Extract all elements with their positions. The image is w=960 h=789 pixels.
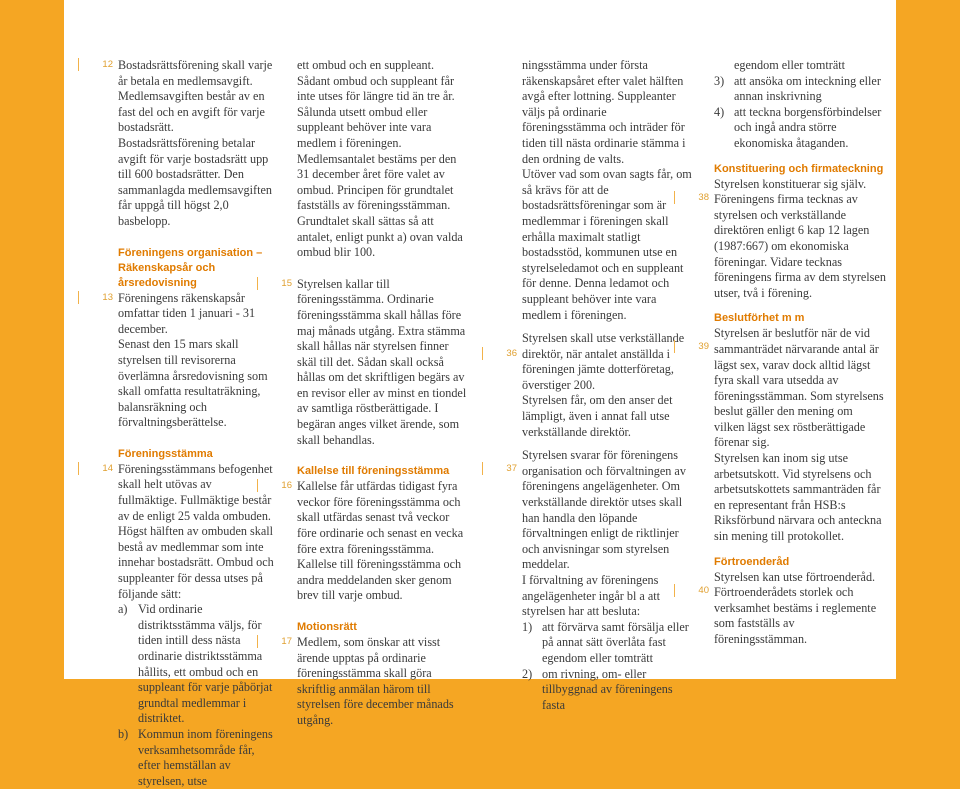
section-number: 14	[78, 462, 113, 475]
paragraph: Styrelsen kallar till föreningsstämma. Ordinarie föreningsstämma skall hållas före maj månads utgång. Extra stämma skall hållas när styrelsen finner skäl till det. Sådan skall också hållas om det skriftligen begärs av en revisor eller av minst en tiondel av samtliga röstberättigade. I begäran anges vilket ärende, som skall behandlas.	[297, 276, 467, 447]
section-36	[506, 331, 692, 393]
paragraph: ett ombud och en suppleant. Sådant ombud och suppleant får inte utses för längre tid än tre år. Sålunda utsett ombud eller suppleant behöver inte vara medlem i föreningen.	[297, 58, 455, 150]
paragraph: Styrelsen kan utse förtroenderåd. Förtroenderådets storlek och verksamhet bestäms i reglemente som fastställs av föreningsstämman.	[714, 569, 877, 646]
column-3	[506, 58, 692, 713]
section-40	[698, 569, 886, 648]
section-number: 17	[257, 635, 292, 648]
list-marker: 4)	[714, 104, 725, 119]
paragraph: Föreningens räkenskapsår omfattar tiden 1 januari - 31 december.	[118, 290, 256, 336]
section-number: 37	[482, 462, 517, 475]
paragraph: Medlem, som önskar att visst ärende upptas på ordinarie föreningsstämma skall göra skriftlig anmälan härom till styrelsen före december månads utgång.	[297, 635, 454, 727]
section-number: 16	[257, 479, 292, 492]
section-16	[281, 479, 467, 604]
section-number: 13	[78, 291, 113, 304]
list-marker: 3)	[714, 73, 725, 88]
section-17	[281, 635, 467, 729]
paragraph: Medlemsantalet bestäms per den 31 december året före valet av ombud. Principen för grundtalet fastställs av föreningsstämman. Grundtalet skall sättas så att antalet, enligt punkt a) ovan valda ombud blir 100.	[297, 151, 463, 260]
paragraph: Utöver vad som ovan sagts får, om så krävs för att de bostadsrättsföreningar som är medlemmar i föreningen skall erhålla maximalt statligt bostadsstöd, kommunen utse en styrelseledamot och en suppleant för denne. Denna ledamot och suppleant behöver inte vara medlem i föreningen.	[522, 167, 692, 322]
section-heading: Motionsrätt	[297, 621, 357, 633]
column-4	[698, 58, 886, 648]
list-item	[714, 74, 886, 105]
paragraph: Föreningsstämmans befogenhet skall helt utövas av fullmäktige. Fullmäktige består av de enligt 25 valda ombuden. Högst hälften av ombuden skall bestå av medlemmar som inte innehar bostadsrätt. Ombud och suppleanter för dessa utses på följande sätt:	[118, 461, 274, 601]
paragraph: egendom eller tomträtt	[734, 58, 846, 72]
paragraph: Styrelsen skall utse verkställande direktör, när antalet anställda i föreningen jämte dotterföretag, överstiger 200.	[522, 331, 685, 392]
section-number: 39	[674, 340, 709, 353]
section-number: 40	[674, 584, 709, 597]
list-marker: b)	[118, 726, 129, 741]
section-14	[102, 461, 274, 602]
section-heading: Beslutförhet m m	[714, 312, 805, 325]
list-item	[522, 620, 692, 667]
list-item	[118, 602, 274, 727]
list-marker: 1)	[522, 619, 533, 634]
section-13	[102, 290, 274, 338]
paragraph: Styrelsen är beslutför när de vid sammanträdet närvarande antal är lägst sex, varav dock alltid lägst fyra skall vara utsedda av föreningsstämman. Som styrelsens beslut gäller den mening om vilken lägst sex röstberättigade förenar sig.	[714, 326, 884, 450]
paragraph: Styrelsen får, om den anser det lämpligt, även i annat fall utse verkställande direktör.	[522, 393, 673, 439]
section-37	[506, 448, 692, 573]
paragraph: Styrelsen svarar för föreningens organisation och förvaltningen av föreningens angelägenheter. Om verkställande direktör utses skall han handla den löpande förvaltningen enligt de riktlinjer och anvisningar som styrelsen meddelar.	[522, 448, 686, 572]
list-item	[522, 667, 692, 714]
list-text: Kommun inom föreningens verksamhetsområde får, efter hemställan av styrelsen, utse	[138, 726, 273, 788]
list-text: att teckna borgensförbindelser och ingå andra större ekonomiska åtaganden.	[734, 104, 882, 150]
column-1	[102, 58, 274, 789]
list-text: Vid ordinarie distriktsstämma väljs, för tiden intill dess nästa ordinarie distriktsstämma hållits, ett ombud och en suppleant för varje påbörjat grundtal medlemmar i distriktet.	[138, 602, 273, 726]
section-38	[698, 176, 886, 302]
list-marker: a)	[118, 602, 128, 617]
paragraph: I förvaltning av föreningens angelägenheter ingår bl a att styrelsen har att besluta:	[522, 573, 661, 619]
paragraph: Styrelsen konstituerar sig själv. Föreningens firma tecknas av styrelsen och verkställande direktören enligt 6 kap 12 lagen (1987:667) om ekonomiska föreningar. Vidare tecknas föreningens firma av dem styrelsen utser, två i förening.	[714, 176, 886, 300]
section-heading: Föreningsstämma	[118, 447, 213, 460]
section-heading: Föreningens organisation – Räkenskapsår och årsredovisning	[118, 246, 263, 289]
section-heading: Konstituering och firmateckning	[714, 162, 884, 175]
paragraph: Kallelse får utfärdas tidigast fyra veckor före föreningsstämma och skall utfärdas senast två veckor före ordinarie och senast en vecka före extra föreningsstämma. Kallelse till föreningsstämma och andra meddelanden sker genom brev till varje ombud.	[297, 479, 464, 603]
paragraph: Bostadsrättsförening skall varje år betala en medlemsavgift. Medlemsavgiften består av en fast del och en avgift för varje bostadsrätt. Bostadsrättsförening betalar avgift för varje bostadsrätt upp till 600 bostadsrätter. Den sammanlagda medlemsavgiften får uppgå till högst 2,0 basbelopp.	[118, 58, 273, 228]
list-text: att förvärva samt försälja eller på annat sätt överlåta fast egendom eller tomträtt	[542, 619, 689, 665]
list-item	[714, 105, 886, 152]
section-number: 15	[257, 277, 292, 290]
section-15	[281, 276, 467, 449]
section-number: 12	[78, 58, 113, 71]
paragraph: ningsstämma under första räkenskapsåret efter valet hälften avgå efter lottning. Suppleanter väljs på ordinarie föreningsstämma och inträder för tiden till nästa ordinarie stämma i den ordning de valts.	[522, 58, 686, 166]
section-number: 38	[674, 191, 709, 204]
list-item	[118, 727, 274, 789]
list-text: om rivning, om- eller tillbyggnad av föreningens fasta	[542, 666, 673, 712]
paragraph: Styrelsen kan inom sig utse arbetsutskott. Vid styrelsens och arbetsutskottets sammanträden får en representant från HSB:s Riksförbund närvara och anteckna sin mening till protokollet.	[714, 451, 882, 544]
paragraph: Senast den 15 mars skall styrelsen till revisorerna överlämna årsredovisning som skall omfatta resultaträkning, balansräkning och förvaltningsberättelse.	[118, 337, 268, 430]
section-heading: Förtroenderåd	[714, 555, 790, 568]
list-marker: 2)	[522, 666, 533, 681]
list-text: att ansöka om inteckning eller annan inskrivning	[734, 73, 881, 104]
section-12	[102, 58, 274, 230]
section-39	[698, 326, 886, 451]
section-heading: Kallelse till föreningsstämma	[297, 465, 450, 478]
column-2	[281, 58, 467, 729]
section-number: 36	[482, 347, 517, 360]
